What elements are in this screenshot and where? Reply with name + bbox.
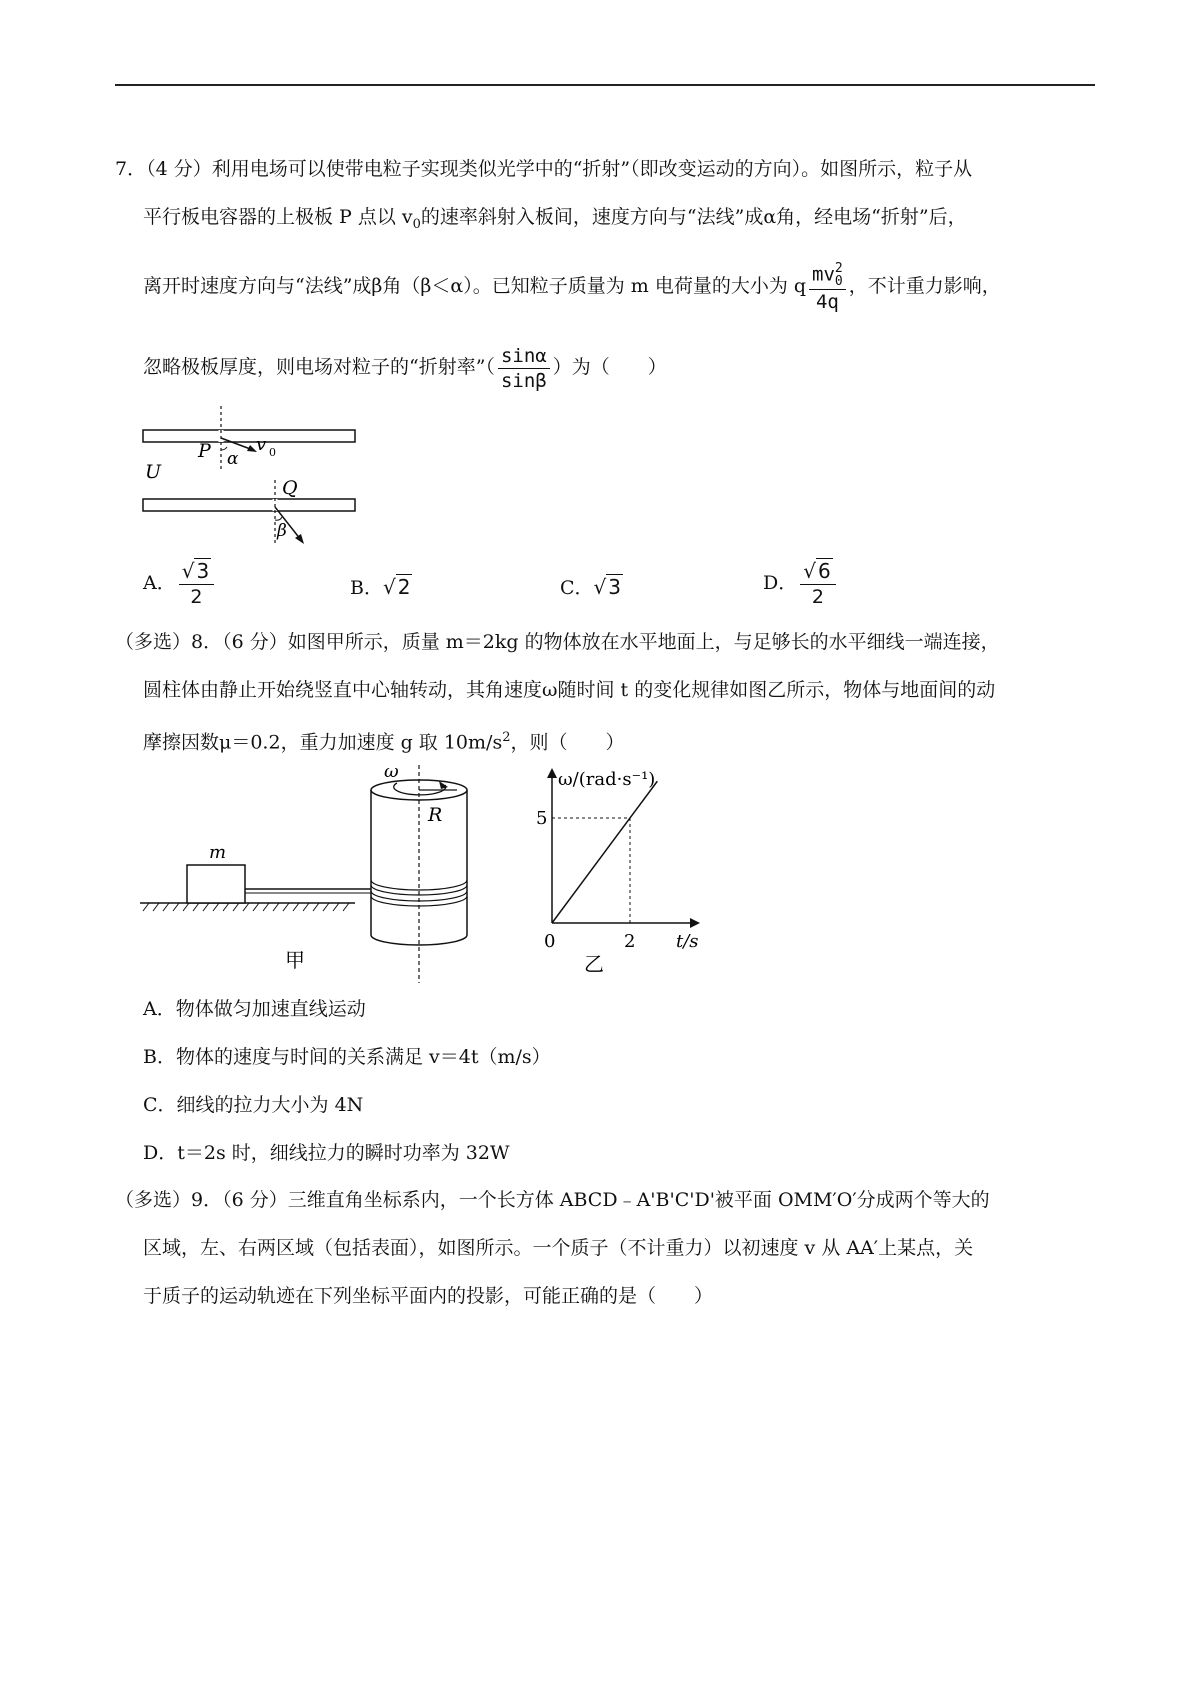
cylinder-figure	[135, 765, 485, 985]
y-axis-label: ω/(rad·s⁻¹)	[558, 769, 656, 790]
q7-line-4: 忽略极板厚度，则电场对粒子的“折射率”（ $\frac{\sin\alpha}{\sin\beta}$ ）为（ ）	[143, 344, 667, 392]
ground-hatching	[143, 903, 349, 911]
label-alpha: α	[227, 449, 239, 469]
q9-line-1: （多选）9．（6 分）三维直角坐标系内，一个长方体 ABCD﹣A'B'C'D'被平面 OMM′O′分成两个等大的	[115, 1189, 990, 1211]
caption-yi: 乙	[584, 952, 604, 976]
q8-option-a[interactable]: A．物体做匀加速直线运动	[143, 998, 366, 1020]
q8-option-d[interactable]: D．t＝2s 时，细线拉力的瞬时功率为 32W	[143, 1142, 510, 1164]
q7-option-c[interactable]: C．√ 3	[560, 575, 622, 599]
upper-plate	[143, 430, 355, 442]
x-axis-label: t/s	[676, 931, 699, 952]
q8-option-b[interactable]: B．物体的速度与时间的关系满足 v＝4t（m/s）	[143, 1046, 551, 1068]
q7-line-2: 平行板电容器的上极板 P 点以 $v_0$的速率斜射入板间，速度方向与“法线”成α角，经电场“折射”后，	[143, 206, 967, 232]
refraction-index-fraction: $\frac{\sin\alpha}{\sin\beta}$	[498, 345, 550, 392]
series-line-omega	[552, 781, 657, 923]
label-omega: ω	[384, 765, 399, 782]
capacitor-figure	[135, 400, 375, 550]
caption-jia: 甲	[285, 948, 305, 972]
q7-line-1: 7．（4 分）利用电场可以使带电粒子实现类似光学中的“折射”（即改变运动的方向）。如图所示，粒子从	[115, 158, 973, 180]
label-v-sub: 0	[269, 446, 276, 459]
q8-option-c[interactable]: C．细线的拉力大小为 4N	[143, 1094, 364, 1116]
label-v: v	[256, 434, 267, 455]
q7-line-3: 离开时速度方向与“法线”成β角（β＜α）。已知粒子质量为 m 电荷量的大小为 q mv 2 0 4q ，不计重力影响，	[143, 260, 1001, 313]
lower-plate	[143, 499, 355, 511]
header-rule	[115, 84, 1095, 86]
q7-option-a[interactable]: A． $\frac{√ 3}{2}$	[143, 560, 217, 608]
q7-option-b[interactable]: B．√ 2	[350, 575, 411, 599]
label-q: Q	[282, 477, 298, 499]
block-m	[187, 865, 245, 903]
label-u: U	[145, 461, 162, 483]
label-p: P	[198, 440, 211, 462]
origin-label: 0	[544, 931, 556, 952]
q8-line-3: 摩擦因数μ＝0.2，重力加速度 g 取 $10m/s^2$，则（ ）	[143, 730, 625, 754]
q9-line-3: 于质子的运动轨迹在下列坐标平面内的投影，可能正确的是（ ）	[143, 1285, 714, 1307]
q9-line-2: 区域，左、右两区域（包括表面），如图所示。一个质子（不计重力）以初速度 v 从 AA′上某点，关	[143, 1237, 974, 1259]
mass-charge-fraction: mv 2 0 4q	[809, 262, 846, 313]
label-r: R	[428, 804, 443, 826]
x-tick-label: 2	[624, 931, 636, 952]
label-m: m	[209, 842, 227, 863]
q8-line-1: （多选）8．（6 分）如图甲所示，质量 m＝2kg 的物体放在水平地面上，与足够长的水平细线一端连接，	[115, 631, 1000, 653]
omega-time-chart	[530, 765, 720, 977]
y-tick-label: 5	[536, 808, 548, 829]
q7-option-d[interactable]: D． $\frac{√ 6}{2}$	[763, 560, 839, 608]
q8-line-2: 圆柱体由静止开始绕竖直中心轴转动，其角速度ω随时间 t 的变化规律如图乙所示，物体与地面间的动	[143, 679, 996, 701]
label-beta: β	[277, 521, 287, 541]
